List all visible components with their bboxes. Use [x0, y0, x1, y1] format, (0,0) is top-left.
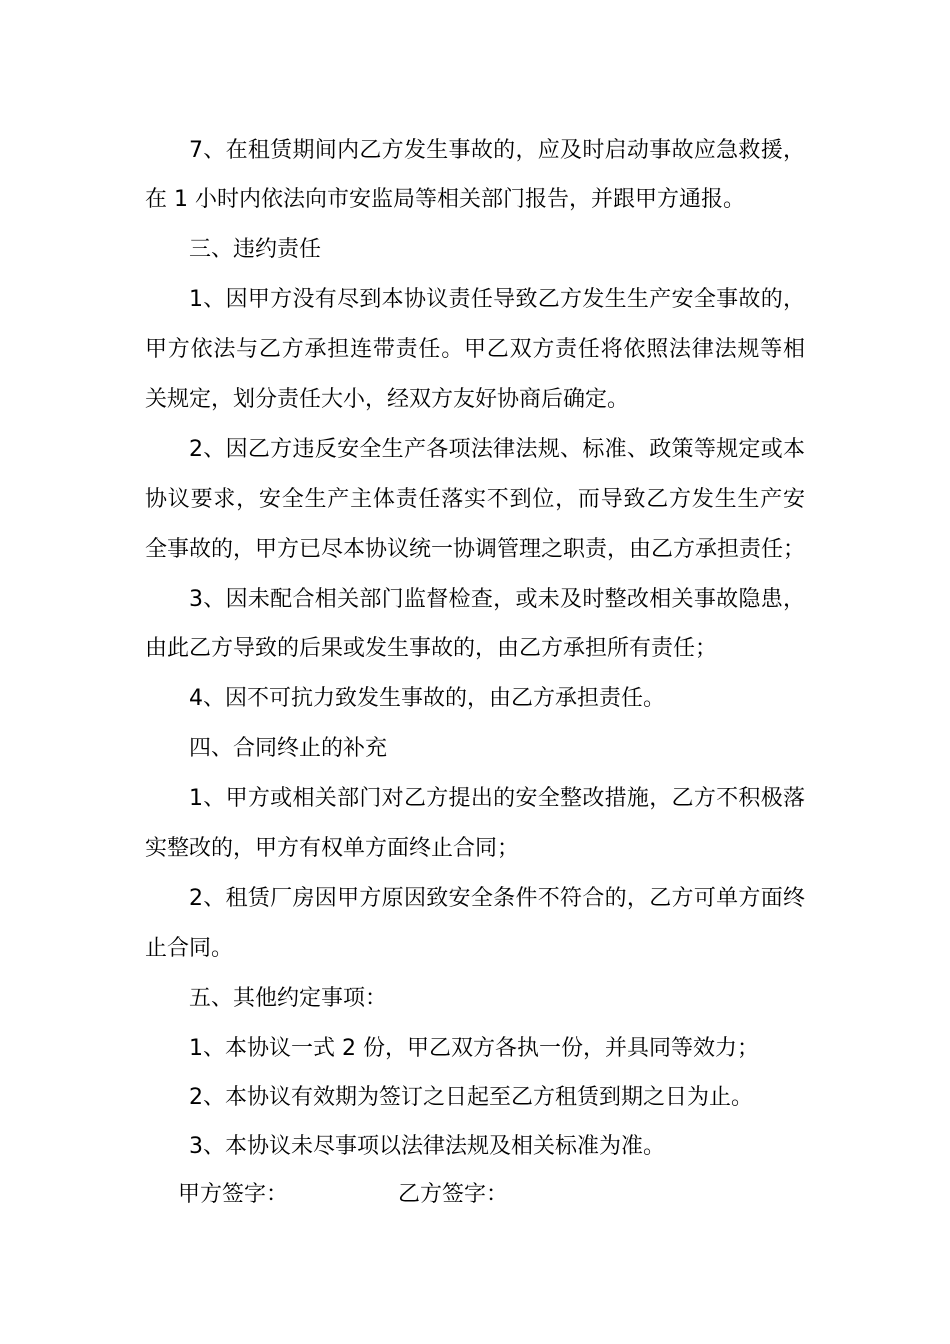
section-3-clause-1-line-3: 关规定，划分责任大小，经双方友好协商后确定。 — [145, 387, 630, 412]
section-3-clause-3-line-2: 由此乙方导致的后果或发生事故的，由乙方承担所有责任； — [145, 636, 718, 661]
section-3-heading: 三、违约责任 — [189, 237, 322, 262]
section-4-heading: 四、合同终止的补充 — [189, 736, 388, 761]
section-3-clause-2-line-1: 2、因乙方违反安全生产各项法律法规、标准、政策等规定或本 — [189, 437, 805, 462]
section-4-clause-1-line-1: 1、甲方或相关部门对乙方提出的安全整改措施，乙方不积极落 — [189, 786, 805, 811]
section-3-clause-1-line-2: 甲方依法与乙方承担连带责任。甲乙双方责任将依照法律法规等相 — [145, 337, 805, 362]
section-5-clause-1: 1、本协议一式 2 份，甲乙双方各执一份，并具同等效力； — [189, 1036, 759, 1061]
party-b-signature-label: 乙方签字： — [398, 1182, 509, 1207]
section-3-clause-4: 4、因不可抗力致发生事故的，由乙方承担责任。 — [189, 686, 665, 711]
section-5-clause-3: 3、本协议未尽事项以法律法规及相关标准为准。 — [189, 1134, 665, 1159]
clause-7-line-2: 在 1 小时内依法向市安监局等相关部门报告，并跟甲方通报。 — [145, 187, 745, 212]
clause-7-line-1: 7、在租赁期间内乙方发生事故的，应及时启动事故应急救援， — [189, 138, 805, 163]
section-4-clause-2-line-1: 2、租赁厂房因甲方原因致安全条件不符合的，乙方可单方面终 — [189, 886, 805, 911]
section-3-clause-2-line-3: 全事故的，甲方已尽本协议统一协调管理之职责，由乙方承担责任； — [145, 537, 806, 562]
section-4-clause-2-line-2: 止合同。 — [145, 936, 234, 961]
party-a-signature-label: 甲方签字： — [178, 1182, 289, 1207]
section-3-clause-2-line-2: 协议要求，安全生产主体责任落实不到位，而导致乙方发生生产安 — [145, 487, 805, 512]
section-4-clause-1-line-2: 实整改的，甲方有权单方面终止合同； — [145, 836, 520, 861]
section-5-heading: 五、其他约定事项： — [189, 986, 388, 1011]
section-3-clause-3-line-1: 3、因未配合相关部门监督检查，或未及时整改相关事故隐患， — [189, 587, 805, 612]
section-3-clause-1-line-1: 1、因甲方没有尽到本协议责任导致乙方发生生产安全事故的， — [189, 287, 805, 312]
section-5-clause-2: 2、本协议有效期为签订之日起至乙方租赁到期之日为止。 — [189, 1085, 753, 1110]
